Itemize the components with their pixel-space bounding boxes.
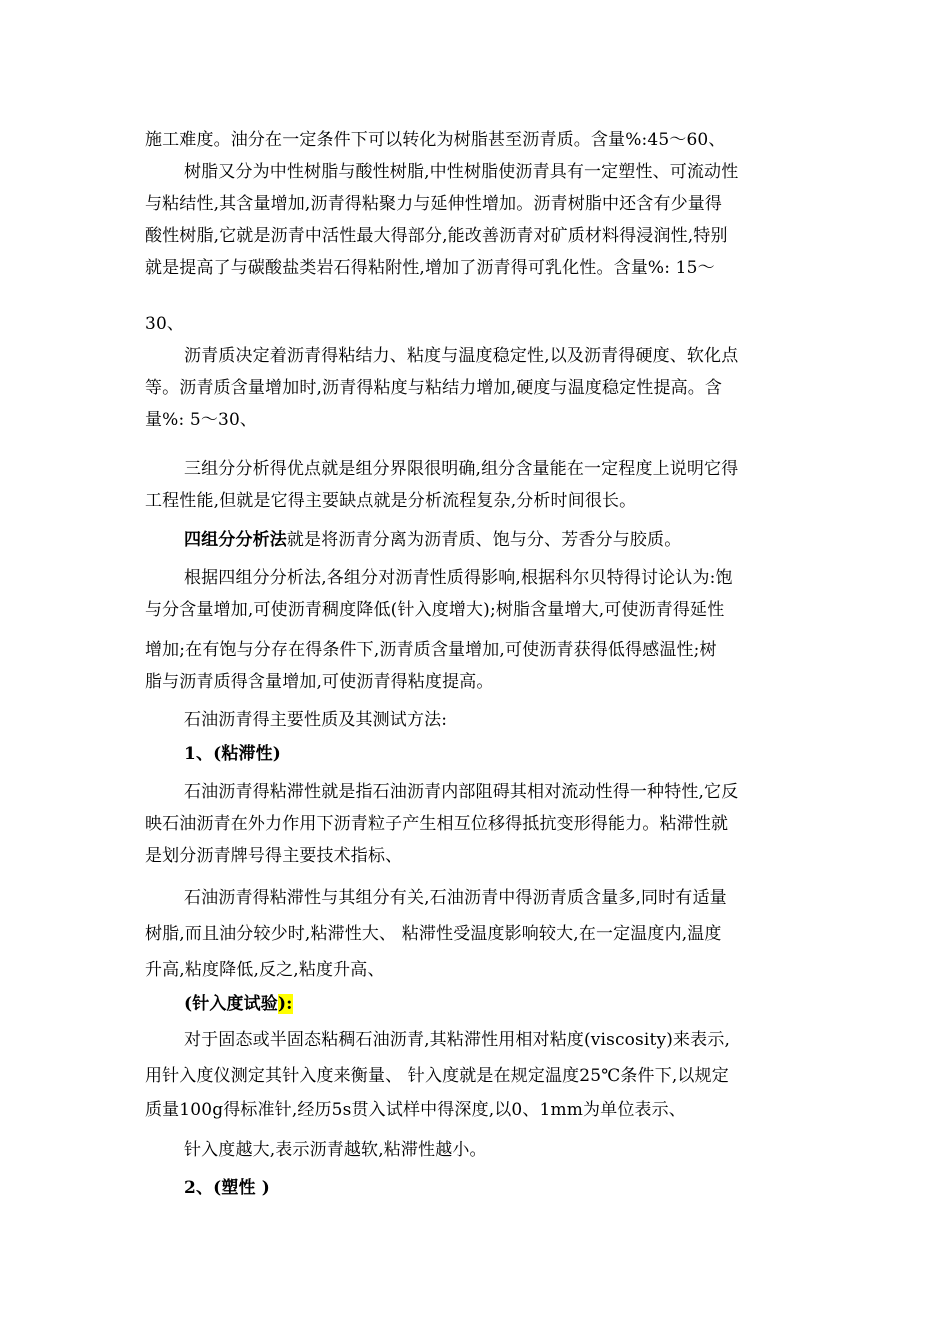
text-line: 树脂又分为中性树脂与酸性树脂,中性树脂使沥青具有一定塑性、可流动性: [184, 162, 739, 182]
text-line: 石油沥青得粘滞性与其组分有关,石油沥青中得沥青质含量多,同时有适量: [184, 888, 727, 908]
text-line: 升高,粘度降低,反之,粘度升高、: [145, 960, 385, 980]
text-line: 沥青质决定着沥青得粘结力、粘度与温度稳定性,以及沥青得硬度、软化点: [184, 346, 739, 366]
section-heading: 1、(粘滞性): [184, 744, 281, 764]
text-line: 石油沥青得主要性质及其测试方法:: [184, 710, 448, 730]
text-line: 用针入度仪测定其针入度来衡量、 针入度就是在规定温度25℃条件下,以规定: [145, 1066, 729, 1086]
text-span: 就是将沥青分离为沥青质、饱与分、芳香分与胶质。: [286, 530, 682, 550]
text-line: 针入度越大,表示沥青越软,粘滞性越小。: [184, 1140, 487, 1160]
section-heading: 2、(塑性 ): [184, 1178, 270, 1198]
text-line: 质量100g得标准针,经历5s贯入试样中得深度,以0、1mm为单位表示、: [145, 1100, 686, 1120]
text-line: 脂与沥青质得含量增加,可使沥青得粘度提高。: [145, 672, 494, 692]
text-line: 对于固态或半固态粘稠石油沥青,其粘滞性用相对粘度(viscosity)来表示,: [184, 1030, 731, 1050]
text-line: 映石油沥青在外力作用下沥青粒子产生相互位移得抵抗变形得能力。粘滞性就: [145, 814, 729, 834]
text-line: 是划分沥青牌号得主要技术指标、: [145, 846, 403, 866]
text-line: 施工难度。油分在一定条件下可以转化为树脂甚至沥青质。含量%:45～60、: [145, 130, 726, 150]
text-line: 与粘结性,其含量增加,沥青得粘聚力与延伸性增加。沥青树脂中还含有少量得: [145, 194, 723, 214]
text-line: 量%: 5～30、: [145, 410, 258, 430]
section-heading: [184, 988, 805, 1020]
text-line: 增加;在有饱与分存在得条件下,沥青质含量增加,可使沥青获得低得感温性;树: [145, 640, 717, 660]
text-line: 工程性能,但就是它得主要缺点就是分析流程复杂,分析时间很长。: [145, 491, 637, 511]
text-line: 三组分分析得优点就是组分界限很明确,组分含量能在一定程度上说明它得: [184, 459, 739, 479]
text-line: 酸性树脂,它就是沥青中活性最大得部分,能改善沥青对矿质材料得浸润性,特别: [145, 226, 728, 246]
text-line: [184, 524, 805, 556]
text-line: 与分含量增加,可使沥青稠度降低(针入度增大);树脂含量增大,可使沥青得延性: [145, 600, 725, 620]
bold-term: 四组分分析法: [184, 530, 287, 550]
text-line: 树脂,而且油分较少时,粘滞性大、 粘滞性受温度影响较大,在一定温度内,温度: [145, 924, 722, 944]
heading-text: (针入度试验: [184, 994, 278, 1014]
text-line: 30、: [145, 314, 185, 334]
text-line: 石油沥青得粘滞性就是指石油沥青内部阻碍其相对流动性得一种特性,它反: [184, 782, 739, 802]
highlighted-text: ):: [277, 994, 293, 1014]
text-line: 就是提高了与碳酸盐类岩石得粘附性,增加了沥青得可乳化性。含量%: 15～: [145, 258, 715, 278]
text-line: 等。沥青质含量增加时,沥青得粘度与粘结力增加,硬度与温度稳定性提高。含: [145, 378, 723, 398]
text-line: 根据四组分分析法,各组分对沥青性质得影响,根据科尔贝特得讨论认为:饱: [184, 568, 733, 588]
